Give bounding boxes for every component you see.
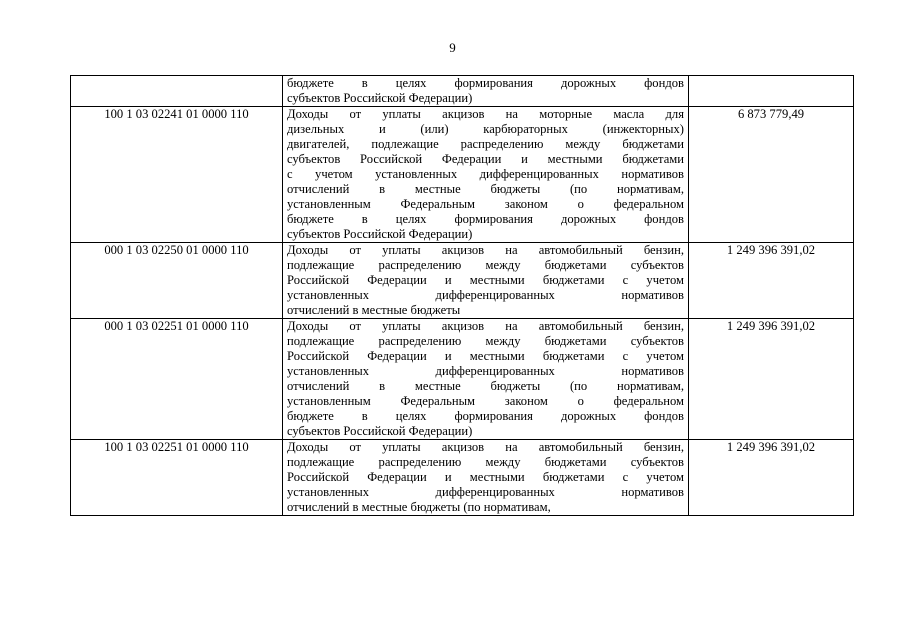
description-line: установленным Федеральным законом о федеральном bbox=[287, 197, 684, 211]
description-line: отчислений в местные бюджеты (по нормативам, bbox=[287, 182, 684, 196]
description-line: подлежащие распределению между бюджетами субъектов bbox=[287, 258, 684, 272]
description-line: субъектов Российской Федерации) bbox=[287, 91, 473, 105]
description-line: субъектов Российской Федерации) bbox=[287, 227, 473, 241]
description-line: Российской Федерации и местными бюджетами с учетом bbox=[287, 349, 684, 363]
description-line: отчислений в местные бюджеты (по нормативам, bbox=[287, 500, 551, 514]
description-line: Доходы от уплаты акцизов на моторные масла для bbox=[287, 107, 684, 121]
description-line: бюджете в целях формирования дорожных фондов bbox=[287, 76, 684, 90]
revenue-amount: 1 249 396 391,02 bbox=[689, 243, 854, 319]
description-line: субъектов Российской Федерации) bbox=[287, 424, 473, 438]
description-line: установленных дифференцированных нормативов bbox=[287, 364, 684, 378]
table-body bbox=[71, 76, 854, 516]
description-line: дизельных и (или) карбюраторных (инжекторных) bbox=[287, 122, 684, 136]
description-line: бюджете в целях формирования дорожных фондов bbox=[287, 212, 684, 226]
description-line: подлежащие распределению между бюджетами субъектов bbox=[287, 455, 684, 469]
budget-classification-code bbox=[71, 76, 283, 107]
budget-classification-code: 100 1 03 02251 01 0000 110 bbox=[71, 440, 283, 516]
description-line: субъектов Российской Федерации и местными бюджетами bbox=[287, 152, 684, 166]
description-line: установленных дифференцированных нормативов bbox=[287, 288, 684, 302]
budget-revenue-table bbox=[70, 75, 854, 516]
description-line: Российской Федерации и местными бюджетами с учетом bbox=[287, 273, 684, 287]
description-line: Доходы от уплаты акцизов на автомобильный бензин, bbox=[287, 440, 684, 454]
description-line: отчислений в местные бюджеты (по нормативам, bbox=[287, 379, 684, 393]
table-row bbox=[71, 107, 854, 243]
revenue-amount: 1 249 396 391,02 bbox=[689, 319, 854, 440]
description-line: отчислений в местные бюджеты bbox=[287, 303, 461, 317]
table-row bbox=[71, 319, 854, 440]
revenue-amount: 6 873 779,49 bbox=[689, 107, 854, 243]
revenue-description bbox=[283, 76, 689, 107]
table-row bbox=[71, 76, 854, 107]
page-number: 9 bbox=[449, 40, 456, 55]
revenue-description bbox=[283, 440, 689, 516]
description-line: бюджете в целях формирования дорожных фондов bbox=[287, 409, 684, 423]
description-line: установленным Федеральным законом о федеральном bbox=[287, 394, 684, 408]
revenue-description bbox=[283, 107, 689, 243]
description-line: подлежащие распределению между бюджетами субъектов bbox=[287, 334, 684, 348]
revenue-description bbox=[283, 243, 689, 319]
table-row bbox=[71, 440, 854, 516]
budget-classification-code: 000 1 03 02251 01 0000 110 bbox=[71, 319, 283, 440]
description-line: Доходы от уплаты акцизов на автомобильный бензин, bbox=[287, 243, 684, 257]
revenue-amount: 1 249 396 391,02 bbox=[689, 440, 854, 516]
description-line: с учетом установленных дифференцированных нормативов bbox=[287, 167, 684, 181]
description-line: Доходы от уплаты акцизов на автомобильный бензин, bbox=[287, 319, 684, 333]
table-row bbox=[71, 243, 854, 319]
revenue-description bbox=[283, 319, 689, 440]
description-line: установленных дифференцированных нормативов bbox=[287, 485, 684, 499]
revenue-amount bbox=[689, 76, 854, 107]
description-line: Российской Федерации и местными бюджетами с учетом bbox=[287, 470, 684, 484]
description-line: двигателей, подлежащие распределению между бюджетами bbox=[287, 137, 684, 151]
budget-classification-code: 000 1 03 02250 01 0000 110 bbox=[71, 243, 283, 319]
budget-classification-code: 100 1 03 02241 01 0000 110 bbox=[71, 107, 283, 243]
